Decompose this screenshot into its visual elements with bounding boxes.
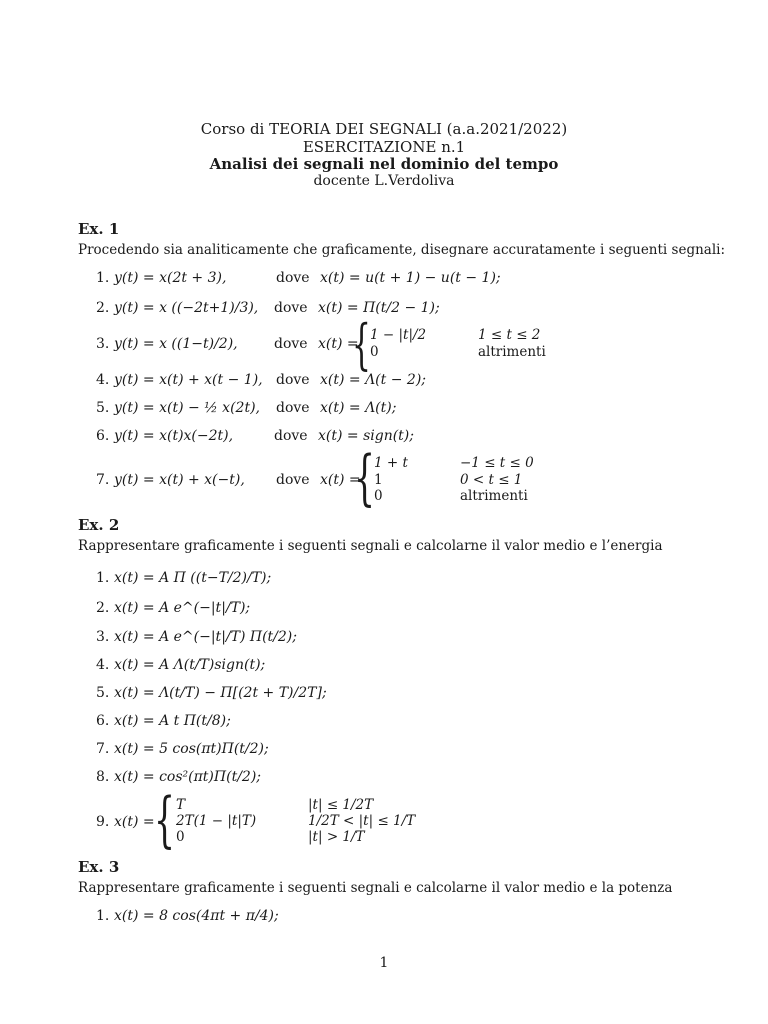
case-condition: altrimenti — [478, 344, 546, 360]
ex2-item-number: 6. — [96, 713, 110, 729]
case-condition: 0 < t ≤ 1 — [460, 472, 523, 488]
case-expression: 0 — [176, 829, 185, 845]
left-brace-icon: { — [352, 313, 371, 376]
ex2-item-x: x(t) = A Λ(t/T)sign(t); — [114, 657, 266, 673]
ex2-item-number: 7. — [96, 741, 110, 757]
ex2-item-x: x(t) = cos²(πt)Π(t/2); — [114, 769, 261, 785]
ex1-item-y: y(t) = x(t) − ½ x(2t), — [114, 400, 260, 416]
ex3-intro: Rappresentare graficamente i seguenti segnali e calcolarne il valor medio e la potenza — [78, 880, 673, 896]
case-condition: altrimenti — [460, 488, 528, 504]
ex2-item-number: 1. — [96, 570, 110, 586]
ex1-heading: Ex. 1 — [78, 220, 120, 238]
case-condition: |t| ≤ 1/2T — [308, 797, 374, 813]
ex2-intro: Rappresentare graficamente i seguenti segnali e calcolarne il valor medio e l’energia — [78, 538, 663, 554]
ex2-item-number: 9. — [96, 814, 110, 830]
ex1-item-y: y(t) = x(2t + 3), — [114, 270, 227, 286]
case-condition: −1 ≤ t ≤ 0 — [460, 455, 534, 471]
ex1-item-x: x(t) = u(t + 1) − u(t − 1); — [320, 270, 501, 286]
ex1-item-x: x(t) = — [320, 472, 361, 488]
case-expression: 1 + t — [374, 455, 408, 471]
ex1-item-x: x(t) = sign(t); — [318, 428, 414, 444]
ex2-item-number: 4. — [96, 657, 110, 673]
ex1-item-y: y(t) = x(t) + x(−t), — [114, 472, 245, 488]
left-brace-icon: { — [154, 785, 176, 855]
ex1-item-number: 1. — [96, 270, 110, 286]
case-condition: 1/2T < |t| ≤ 1/T — [308, 813, 416, 829]
ex2-item-number: 2. — [96, 600, 110, 616]
page-number: 1 — [379, 955, 389, 971]
ex2-item-x: x(t) = A e^(−|t|/T); — [114, 600, 251, 616]
ex1-item-dove: dove — [274, 336, 308, 352]
case-condition: 1 ≤ t ≤ 2 — [478, 327, 541, 343]
ex1-item-x: x(t) = Λ(t − 2); — [320, 372, 426, 388]
ex3-item-x: x(t) = 8 cos(4πt + π/4); — [114, 908, 279, 924]
case-expression: 0 — [370, 344, 379, 360]
ex2-item-x: x(t) = A e^(−|t|/T) Π(t/2); — [114, 629, 297, 645]
ex2-item-number: 5. — [96, 685, 110, 701]
ex3-item-number: 1. — [96, 908, 110, 924]
ex2-item-number: 8. — [96, 769, 110, 785]
ex1-item-y: y(t) = x(t)x(−2t), — [114, 428, 234, 444]
topic-title: Analisi dei segnali nel dominio del tempo — [209, 155, 559, 173]
ex1-item-dove: dove — [276, 270, 310, 286]
ex2-heading: Ex. 2 — [78, 516, 120, 534]
course-title: Corso di TEORIA DEI SEGNALI (a.a.2021/2022) — [200, 120, 568, 138]
ex2-item-x: x(t) = 5 cos(πt)Π(t/2); — [114, 741, 269, 757]
ex3-heading: Ex. 3 — [78, 858, 120, 876]
ex1-item-number: 3. — [96, 336, 110, 352]
ex1-item-dove: dove — [276, 400, 310, 416]
ex1-intro: Procedendo sia analiticamente che graficamente, disegnare accuratamente i seguenti segnali: — [78, 242, 726, 258]
case-expression: 1 − |t|/2 — [370, 327, 427, 343]
case-expression: 0 — [374, 488, 383, 504]
ex1-item-number: 4. — [96, 372, 110, 388]
left-brace-icon: { — [354, 443, 376, 513]
ex2-item-x: x(t) = A t Π(t/8); — [114, 713, 231, 729]
case-expression: 2T(1 − |t|T) — [176, 813, 257, 829]
ex1-item-y: y(t) = x ((−2t+1)/3), — [114, 300, 259, 316]
ex1-item-dove: dove — [276, 472, 310, 488]
ex1-item-x: x(t) = Λ(t); — [320, 400, 397, 416]
ex1-item-x: x(t) = Π(t/2 − 1); — [318, 300, 440, 316]
ex2-item-x: x(t) = A Π ((t−T/2)/T); — [114, 570, 272, 586]
exercise-set-title: ESERCITAZIONE n.1 — [302, 138, 466, 156]
ex1-item-dove: dove — [274, 428, 308, 444]
case-condition: |t| > 1/T — [308, 829, 365, 845]
ex1-item-dove: dove — [274, 300, 308, 316]
ex1-item-number: 6. — [96, 428, 110, 444]
ex1-item-number: 7. — [96, 472, 110, 488]
ex2-item-x: x(t) = Λ(t/T) − Π[(2t + T)/2T]; — [114, 685, 327, 701]
ex1-item-dove: dove — [276, 372, 310, 388]
ex2-item-number: 3. — [96, 629, 110, 645]
ex1-item-y: y(t) = x ((1−t)/2), — [114, 336, 238, 352]
ex2-item-x: x(t) = — [114, 814, 155, 830]
case-expression: T — [176, 797, 186, 813]
ex1-item-y: y(t) = x(t) + x(t − 1), — [114, 372, 263, 388]
ex1-item-x: x(t) = — [318, 336, 359, 352]
case-expression: 1 — [374, 472, 383, 488]
ex1-item-number: 5. — [96, 400, 110, 416]
instructor: docente L.Verdoliva — [313, 173, 455, 189]
ex1-item-number: 2. — [96, 300, 110, 316]
